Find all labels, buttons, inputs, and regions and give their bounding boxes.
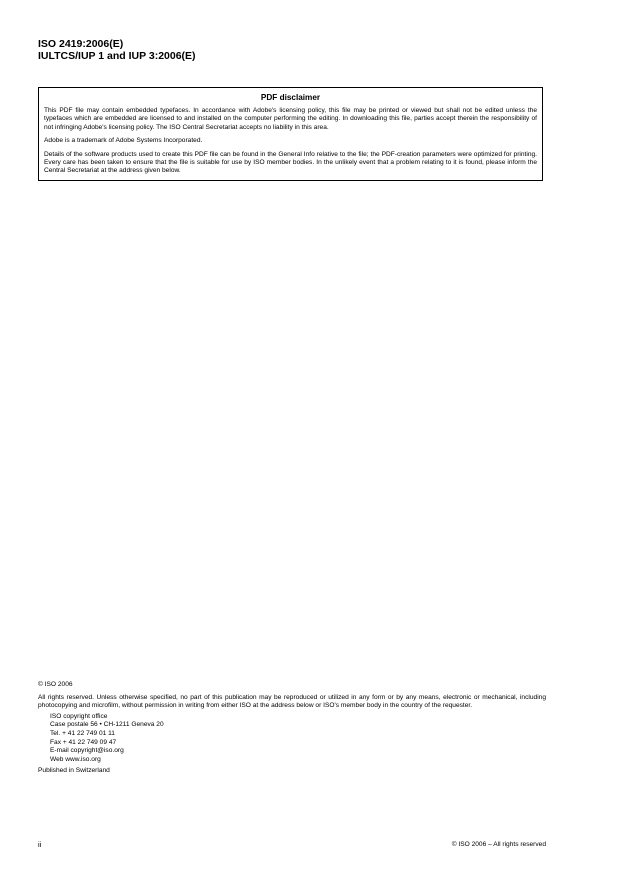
address-line: Fax + 41 22 749 09 47 <box>50 738 117 746</box>
pdf-disclaimer-box <box>38 87 543 181</box>
address-line: Web www.iso.org <box>50 755 101 763</box>
copyright-year: © ISO 2006 <box>38 681 73 688</box>
copyright-office-address <box>38 713 546 765</box>
rights-statement: All rights reserved. Unless otherwise specified, no part of this publication may be reproduced or utilized in any form or by any means, electronic or mechanical, including photocopying and microfilm, without permission in writing from either ISO at the address below or ISO's member body in the country of the requester. <box>38 693 546 710</box>
footer-copyright: © ISO 2006 – All rights reserved <box>451 841 546 848</box>
standard-number: ISO 2419:2006(E) <box>38 38 124 50</box>
disclaimer-paragraph-trademark: Adobe is a trademark of Adobe Systems Incorporated. <box>44 137 203 145</box>
address-line: Case postale 56 • CH-1211 Geneva 20 <box>50 721 164 729</box>
address-line: E-mail copyright@iso.org <box>50 747 124 755</box>
address-line: ISO copyright office <box>50 712 108 720</box>
disclaimer-paragraph-details: Details of the software products used to create this PDF file can be found in the General Info relative to the file; the PDF-creation parameters were optimized for printing. Every care has been taken to ensure that the file is suitable for use by ISO member bodies. In the unlikely event that a problem relating to it is found, please inform the Central Secretariat at the address given below. <box>44 150 537 175</box>
disclaimer-paragraph-typefaces: This PDF file may contain embedded typefaces. In accordance with Adobe's licensing policy, this file may be printed or viewed but shall not be edited unless the typefaces which are embedded are licensed to and installed on the computer performing the editing. In downloading this file, parties accept therein the responsibility of not infringing Adobe's licensing policy. The ISO Central Secretariat accepts no liability in this area. <box>44 107 537 131</box>
disclaimer-title: PDF disclaimer <box>260 93 321 102</box>
copyright-section <box>38 681 546 776</box>
address-line: Tel. + 41 22 749 01 11 <box>50 729 115 737</box>
iultcs-number: IULTCS/IUP 1 and IUP 3:2006(E) <box>38 50 196 62</box>
published-location: Published in Switzerland <box>38 767 110 775</box>
page-number: ii <box>38 840 42 849</box>
document-header <box>38 38 196 62</box>
